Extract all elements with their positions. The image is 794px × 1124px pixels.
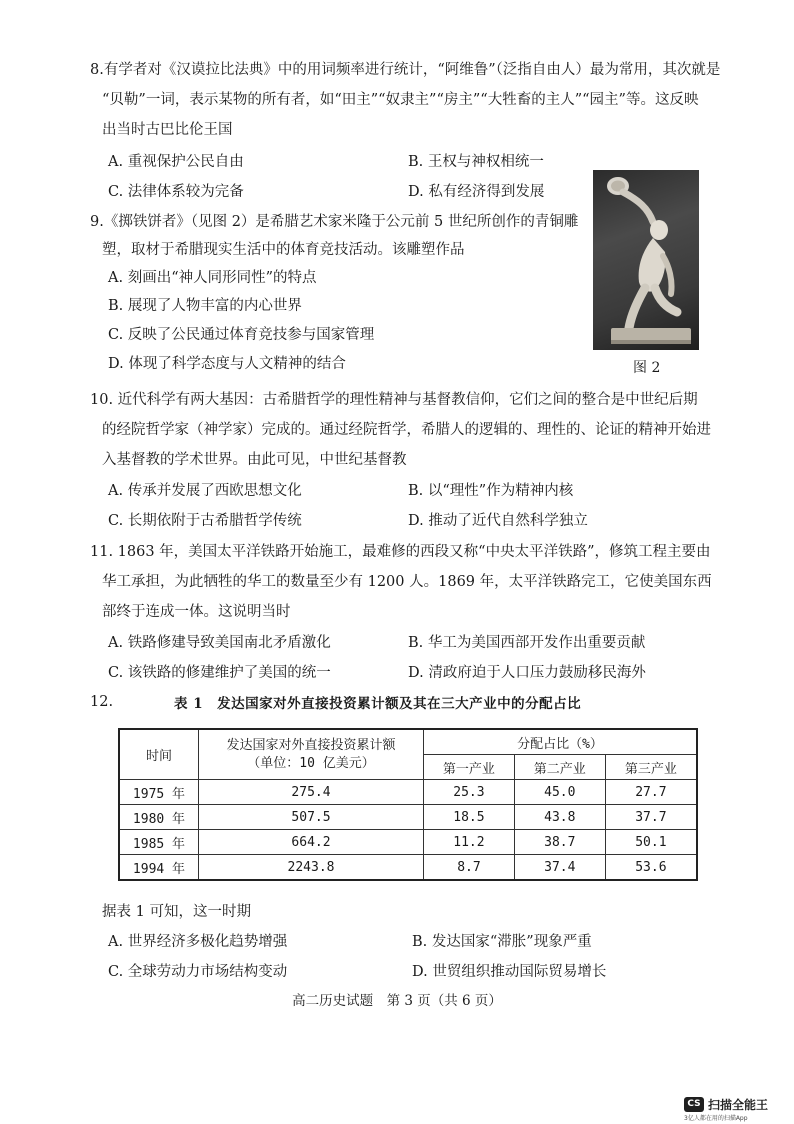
table-row xyxy=(119,830,697,855)
q9-option-a: A. 刻画出“神人同形同性”的特点 xyxy=(108,270,317,286)
table-row xyxy=(119,805,697,830)
header-time: 时间 xyxy=(119,729,199,780)
table-title: 表 1 发达国家对外直接投资累计额及其在三大产业中的分配占比 xyxy=(174,696,582,712)
q12-option-a: A. 世界经济多极化趋势增强 xyxy=(108,934,288,950)
q12-option-b: B. 发达国家“滞胀”现象严重 xyxy=(412,934,592,950)
q10-option-a: A. 传承并发展了西欧思想文化 xyxy=(108,483,302,499)
q8-line-3: 出当时古巴比伦王国 xyxy=(102,122,233,138)
q12-option-d: D. 世贸组织推动国际贸易增长 xyxy=(412,964,607,980)
header-secondary: 第二产业 xyxy=(514,755,605,780)
header-primary: 第一产业 xyxy=(424,755,515,780)
q9-option-d: D. 体现了科学态度与人文精神的结合 xyxy=(108,356,346,372)
camscanner-logo-icon: CS xyxy=(684,1097,704,1112)
page-footer: 高二历史试题 第 3 页（共 6 页） xyxy=(292,993,502,1009)
q11-line-3: 部终于连成一体。这说明当时 xyxy=(102,604,291,620)
cell-secondary: 45.0 xyxy=(514,780,605,805)
q10-option-b: B. 以“理性”作为精神内核 xyxy=(408,483,574,499)
q11-option-a: A. 铁路修建导致美国南北矛盾激化 xyxy=(108,635,331,651)
investment-table xyxy=(118,728,698,881)
cell-year: 1980 年 xyxy=(119,805,199,830)
cell-secondary: 38.7 xyxy=(514,830,605,855)
q12-option-c: C. 全球劳动力市场结构变动 xyxy=(108,964,288,980)
q9-option-b: B. 展现了人物丰富的内心世界 xyxy=(108,298,302,314)
cell-tertiary: 50.1 xyxy=(605,830,697,855)
cell-primary: 11.2 xyxy=(424,830,515,855)
discobolus-photo xyxy=(593,170,699,350)
q11-line-1: 11. 1863 年，美国太平洋铁路开始施工，最难修的西段又称“中央太平洋铁路”，修筑工程主要由 xyxy=(90,544,711,560)
cell-secondary: 43.8 xyxy=(514,805,605,830)
header-tertiary: 第三产业 xyxy=(605,755,697,780)
q11-option-b: B. 华工为美国西部开发作出重要贡献 xyxy=(408,635,646,651)
cell-year: 1985 年 xyxy=(119,830,199,855)
table-row xyxy=(119,780,697,805)
q10-line-1: 10. 近代科学有两大基因：古希腊哲学的理性精神与基督教信仰，它们之间的整合是中世纪后期 xyxy=(90,392,698,408)
header-amount-line-1: 发达国家对外直接投资累计额 xyxy=(226,737,396,753)
q12-number: 12. xyxy=(90,694,114,710)
q11-option-d: D. 清政府迫于人口压力鼓励移民海外 xyxy=(408,665,646,681)
q8-line-2: “贝勒”一词，表示某物的所有者，如“田主”“奴隶主”“房主”“大牲畜的主人”“园主”等。这反映 xyxy=(102,92,699,108)
camscanner-name: 扫描全能王 xyxy=(708,1098,769,1112)
q8-option-b: B. 王权与神权相统一 xyxy=(408,154,544,170)
cell-primary: 18.5 xyxy=(424,805,515,830)
cell-amount: 507.5 xyxy=(199,805,424,830)
q9-option-c: C. 反映了公民通过体育竞技参与国家管理 xyxy=(108,327,375,343)
cell-tertiary: 27.7 xyxy=(605,780,697,805)
cell-tertiary: 37.7 xyxy=(605,805,697,830)
table-row xyxy=(119,855,697,881)
q12-stem: 据表 1 可知，这一时期 xyxy=(102,904,251,920)
cell-tertiary: 53.6 xyxy=(605,855,697,881)
header-share: 分配占比（%） xyxy=(424,729,698,755)
q10-option-c: C. 长期依附于古希腊哲学传统 xyxy=(108,513,302,529)
cell-secondary: 37.4 xyxy=(514,855,605,881)
q10-line-2: 的经院哲学家（神学家）完成的。通过经院哲学，希腊人的逻辑的、理性的、论证的精神开始进 xyxy=(102,422,711,438)
figure-caption: 图 2 xyxy=(633,360,661,376)
q8-option-a: A. 重视保护公民自由 xyxy=(108,154,244,170)
q11-option-c: C. 该铁路的修建维护了美国的统一 xyxy=(108,665,331,681)
q10-option-d: D. 推动了近代自然科学独立 xyxy=(408,513,588,529)
cell-amount: 275.4 xyxy=(199,780,424,805)
q9-line-2: 塑，取材于希腊现实生活中的体育竞技活动。该雕塑作品 xyxy=(102,242,465,258)
q11-line-2: 华工承担，为此牺牲的华工的数量至少有 1200 人。1869 年，太平洋铁路完工，它使美国东西 xyxy=(102,574,712,590)
cell-year: 1994 年 xyxy=(119,855,199,881)
q8-option-d: D. 私有经济得到发展 xyxy=(408,184,545,200)
q9-line-1: 9.《掷铁饼者》（见图 2）是希腊艺术家米隆于公元前 5 世纪所创作的青铜雕 xyxy=(90,214,579,230)
camscanner-tagline: 3亿人都在用的扫描App xyxy=(684,1115,748,1122)
q8-line-1: 8.有学者对《汉谟拉比法典》中的用词频率进行统计，“阿维鲁”（泛指自由人）最为常用，其次就是 xyxy=(90,62,721,78)
header-amount xyxy=(199,729,424,780)
cell-primary: 8.7 xyxy=(424,855,515,881)
cell-year: 1975 年 xyxy=(119,780,199,805)
cell-primary: 25.3 xyxy=(424,780,515,805)
table-header-row xyxy=(119,729,697,755)
discobolus-sculpture-image xyxy=(593,170,699,350)
header-amount-line-2: （单位：10 亿美元） xyxy=(247,755,375,771)
cell-amount: 2243.8 xyxy=(199,855,424,881)
q10-line-3: 入基督教的学术世界。由此可见，中世纪基督教 xyxy=(102,452,407,468)
q8-option-c: C. 法律体系较为完备 xyxy=(108,184,244,200)
cell-amount: 664.2 xyxy=(199,830,424,855)
